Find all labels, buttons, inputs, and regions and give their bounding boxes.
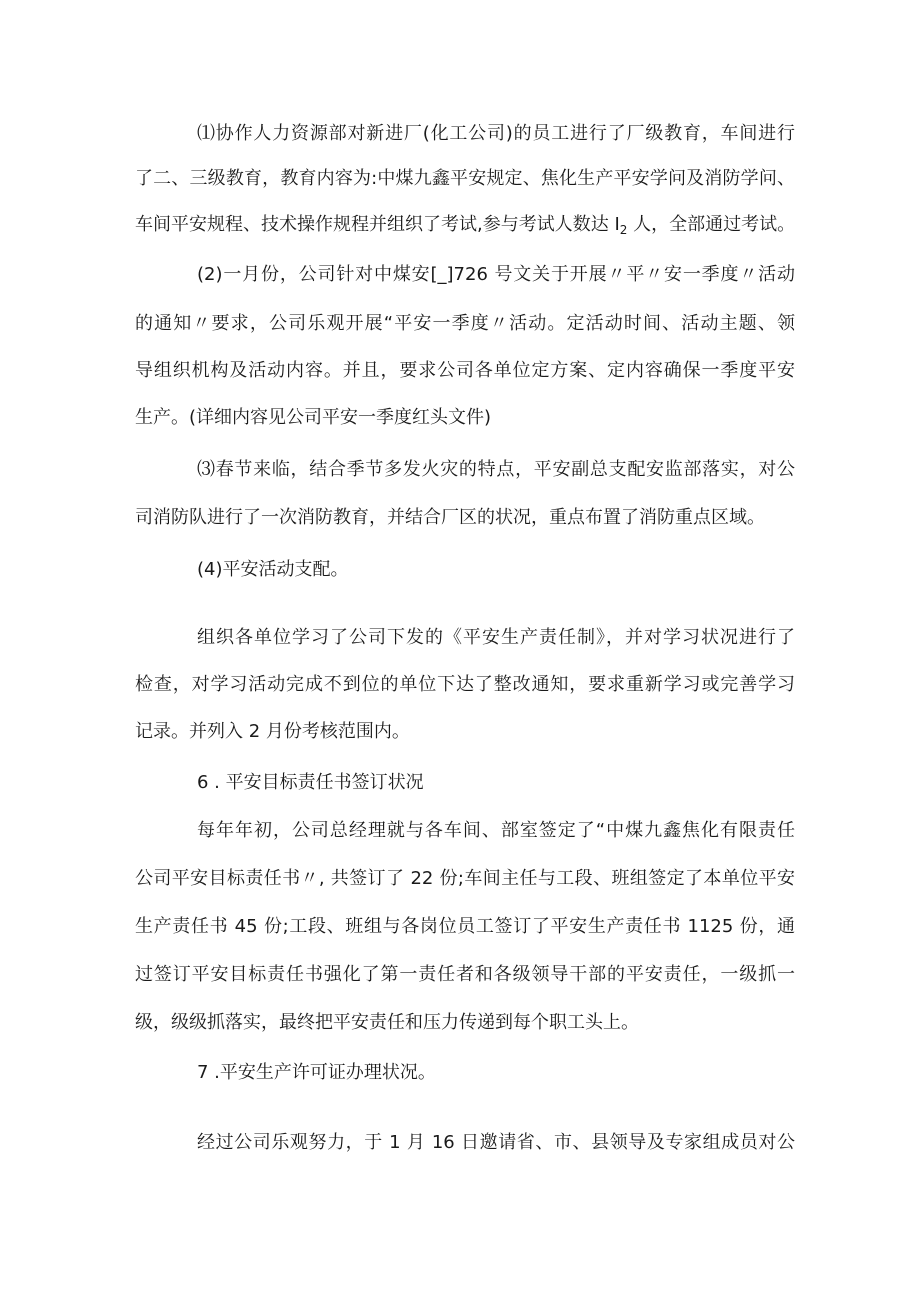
paragraph-1-line-3-a: 车间平安规程、技术操作规程并组织了考试,参与考试人数达 I (135, 214, 620, 235)
paragraph-1-line-3-b: 人，全部通过考试。 (627, 214, 796, 235)
paragraph-1-subscript: 2 (619, 223, 628, 237)
paragraph-6-line-5: 级，级级抓落实，最终把平安责任和压力传递到每个职工头上。 (135, 1012, 639, 1033)
paragraph-1-line-3 (135, 212, 795, 238)
paragraph-4-line-1: (4)平安活动支配。 (197, 559, 349, 580)
paragraph-3-line-2: 司消防队进行了一次消防教育，并结合厂区的状况，重点布置了消防重点区域。 (135, 507, 765, 528)
section-6-heading: 6 . 平安目标责任书签订状况 (197, 772, 424, 793)
paragraph-5-line-1: 组织各单位学习了公司下发的《平安生产责任制》，并对学习状况进行了 (197, 627, 795, 648)
paragraph-6-line-2: 公司平安目标责任书〃, 共签订了 22 份;车间主任与工段、班组签定了本单位平安 (135, 868, 795, 889)
paragraph-5-line-2: 检查，对学习活动完成不到位的单位下达了整改通知，要求重新学习或完善学习 (135, 674, 795, 695)
paragraph-6-line-3: 生产责任书 45 份;工段、班组与各岗位员工签订了平安生产责任书 1125 份，通 (135, 916, 795, 937)
paragraph-2-line-2: 的通知〃要求，公司乐观开展“平安一季度〃活动。定活动时间、活动主题、领 (135, 313, 795, 334)
paragraph-1-line-1: ⑴协作人力资源部对新进厂(化工公司)的员工进行了厂级教育，车间进行 (197, 123, 795, 144)
paragraph-5-line-3: 记录。并列入 2 月份考核范围内。 (135, 721, 410, 742)
paragraph-2-line-3: 导组织机构及活动内容。并且，要求公司各单位定方案、定内容确保一季度平安 (135, 360, 795, 381)
paragraph-6-line-1: 每年年初，公司总经理就与各车间、部室签定了“中煤九鑫焦化有限责任 (197, 820, 795, 841)
paragraph-6-line-4: 过签订平安目标责任书强化了第一责任者和各级领导干部的平安责任，一级抓一 (135, 964, 795, 985)
paragraph-2-line-1: (2)一月份，公司针对中煤安[_]726 号文关于开展〃平〃安一季度〃活动 (197, 264, 795, 285)
paragraph-2-line-4: 生产。(详细内容见公司平安一季度红头文件) (135, 407, 492, 428)
paragraph-3-line-1: ⑶春节来临，结合季节多发火灾的特点，平安副总支配安监部落实，对公 (197, 459, 795, 480)
paragraph-1-line-2: 了二、三级教育，教育内容为:中煤九鑫平安规定、焦化生产平安学问及消防学问、 (135, 168, 795, 189)
paragraph-7-line-1: 经过公司乐观努力，于 1 月 16 日邀请省、市、县领导及专家组成员对公 (197, 1132, 795, 1153)
section-7-heading: 7 .平安生产许可证办理状况。 (197, 1062, 436, 1083)
